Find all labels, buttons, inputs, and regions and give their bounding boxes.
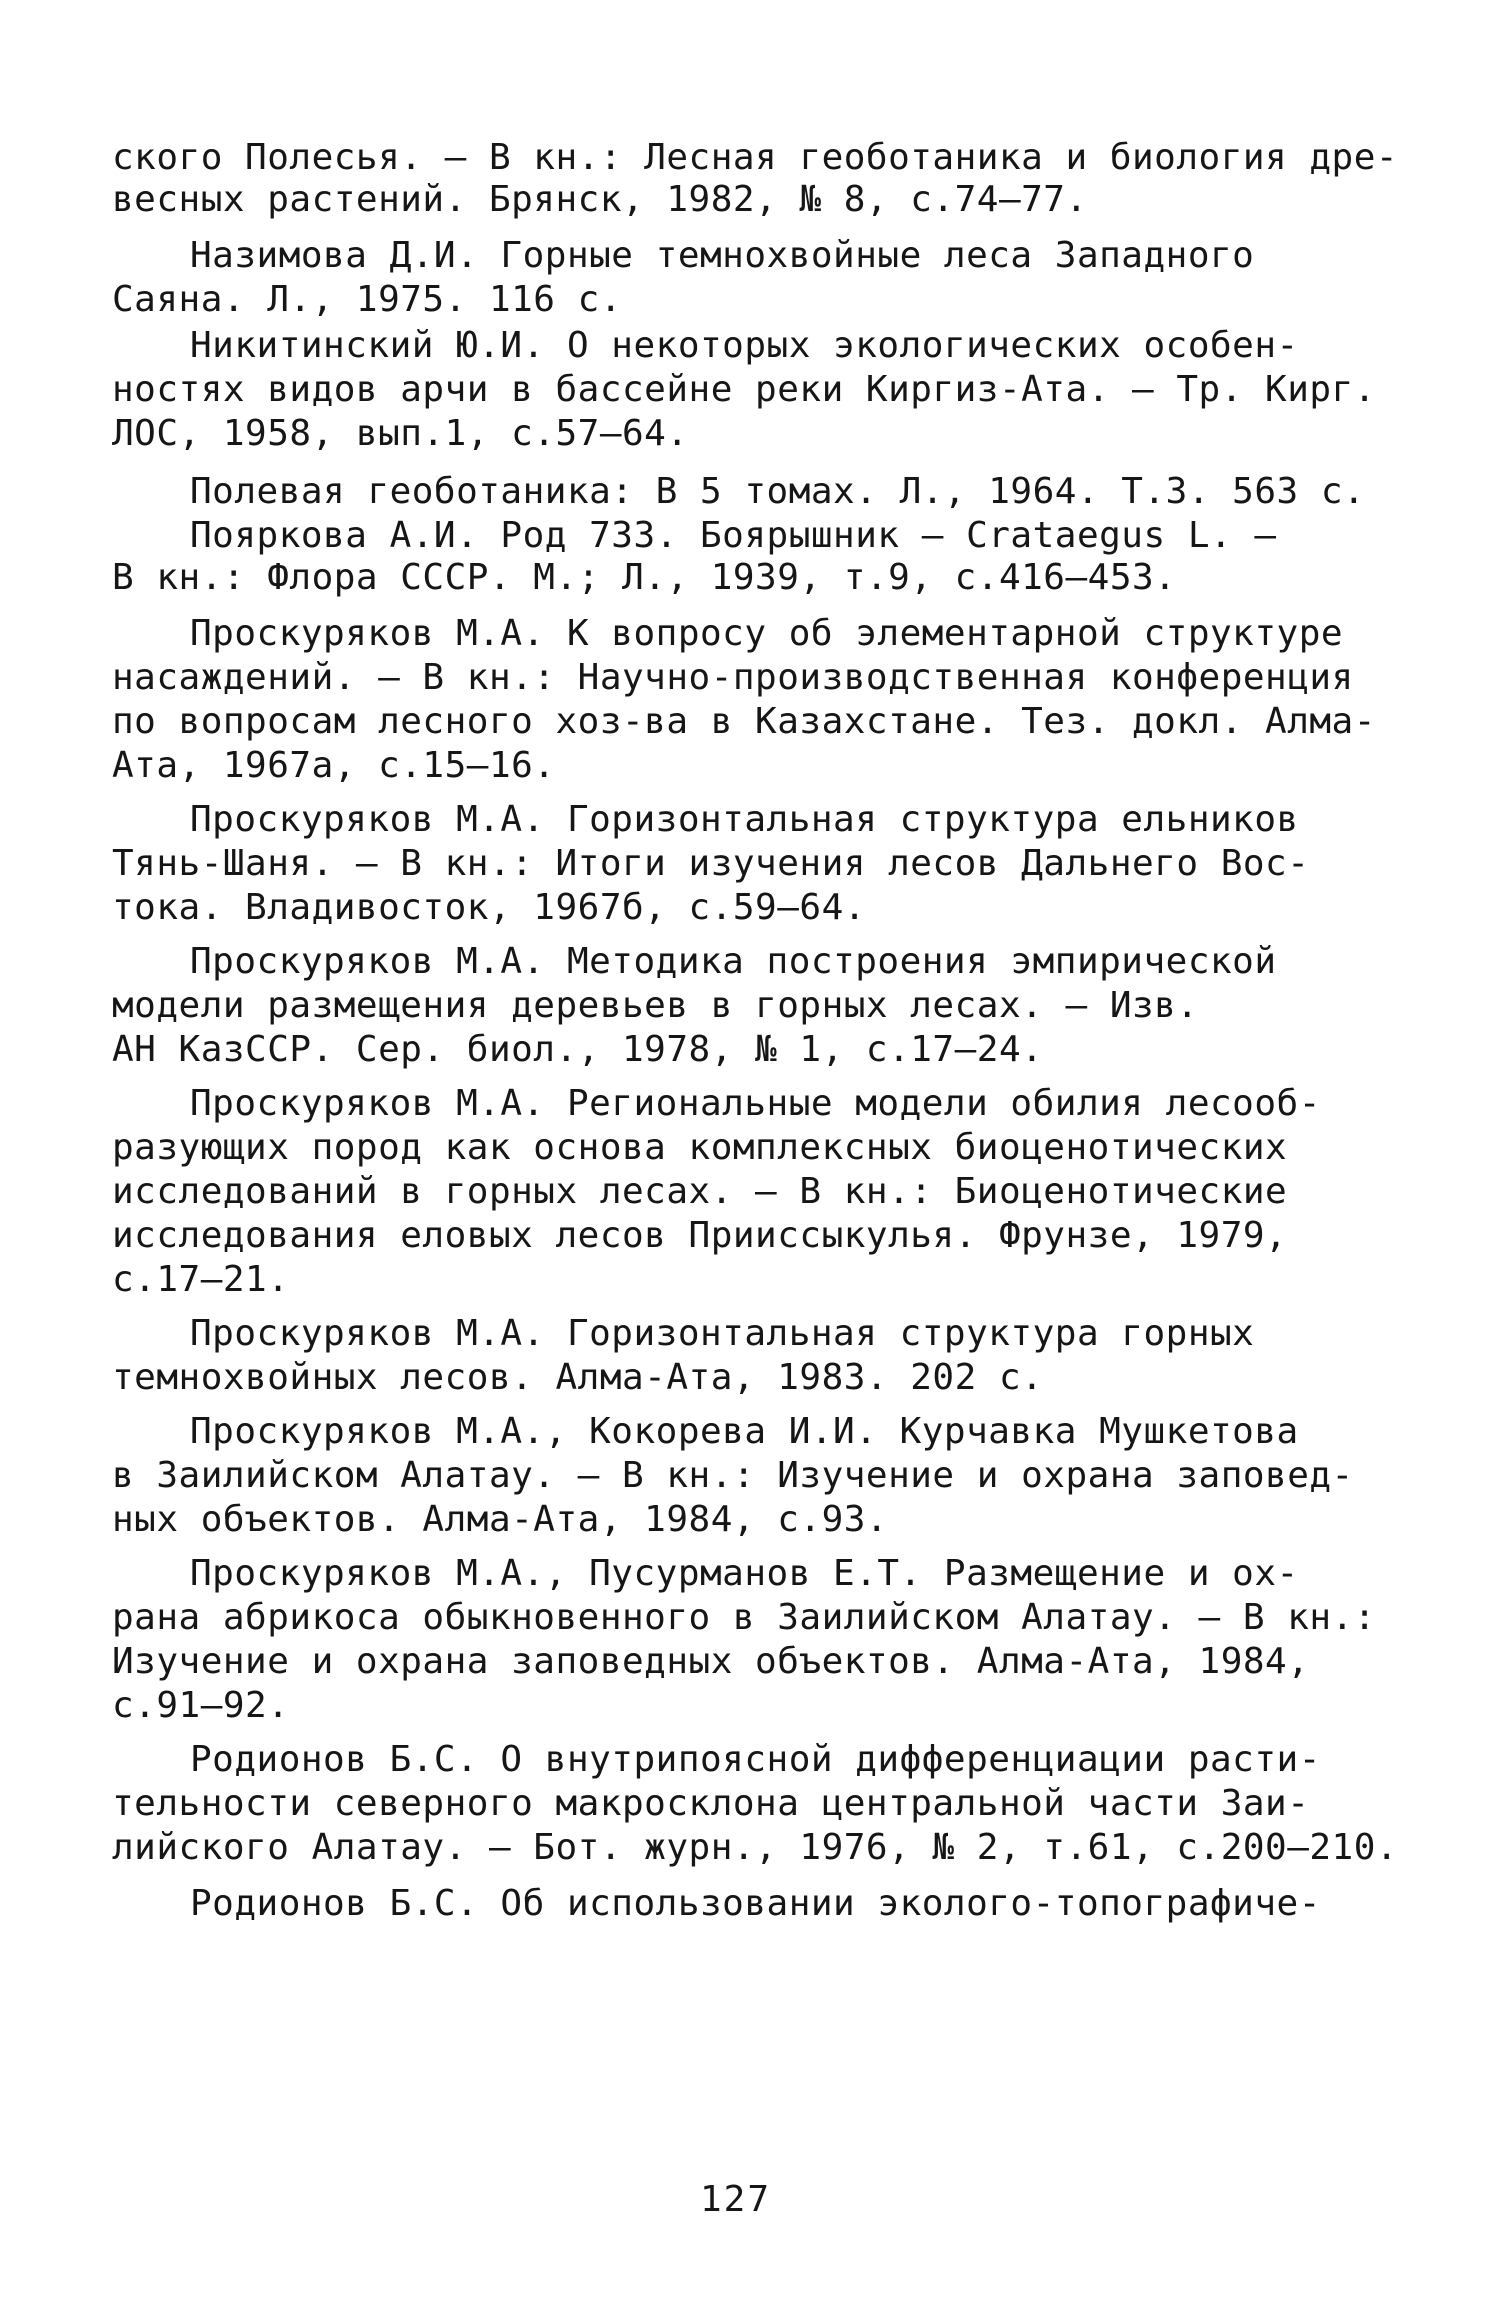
text-line: тельности северного макросклона центральной части Заи-	[112, 1783, 1310, 1824]
text-line: насаждений. – В кн.: Научно-производственная конференция	[112, 657, 1354, 698]
text-line: ского Полесья. – В кн.: Лесная геоботаника и биология дре-	[112, 137, 1399, 178]
text-line: Проскуряков М.А., Пусурманов Е.Т. Размещение и ох-	[190, 1553, 1299, 1594]
text-line: темнохвойных лесов. Алма-Ата, 1983. 202 с.	[112, 1357, 1044, 1398]
text-line: рана абрикоса обыкновенного в Заилийском Алатау. – В кн.:	[112, 1597, 1376, 1638]
text-line: ЛОС, 1958, вып.1, с.57–64.	[112, 413, 689, 454]
text-line: Саяна. Л., 1975. 116 с.	[112, 279, 622, 320]
text-line: Родионов Б.С. О внутрипоясной дифференциации расти-	[190, 1739, 1321, 1780]
text-line: по вопросам лесного хоз-ва в Казахстане. Тез. докл. Алма-	[112, 701, 1376, 742]
text-line: Проскуряков М.А. Горизонтальная структура ельников	[190, 799, 1299, 840]
text-line: в Заилийском Алатау. – В кн.: Изучение и охрана заповед-	[112, 1455, 1354, 1496]
text-line: модели размещения деревьев в горных лесах. – Изв.	[112, 985, 1199, 1026]
text-line: Никитинский Ю.И. О некоторых экологических особен-	[190, 325, 1299, 366]
text-line: Проскуряков М.А. Региональные модели обилия лесооб-	[190, 1083, 1321, 1124]
text-line: лийского Алатау. – Бот. журн., 1976, № 2, т.61, с.200–210.	[112, 1827, 1399, 1868]
text-line: весных растений. Брянск, 1982, № 8, с.74–77.	[112, 179, 1088, 220]
text-line: разующих пород как основа комплексных биоценотических	[112, 1127, 1288, 1168]
text-line: исследований в горных лесах. – В кн.: Биоценотические	[112, 1171, 1288, 1212]
text-line: тока. Владивосток, 1967б, с.59–64.	[112, 887, 866, 928]
text-line: Проскуряков М.А., Кокорева И.И. Курчавка Мушкетова	[190, 1411, 1299, 1452]
text-line: Ата, 1967а, с.15–16.	[112, 745, 556, 786]
text-line: с.91–92.	[112, 1685, 290, 1726]
text-line: ностях видов арчи в бассейне реки Киргиз-Ата. – Тр. Кирг.	[112, 369, 1376, 410]
text-line: Родионов Б.С. Об использовании эколого-топографиче-	[190, 1883, 1321, 1924]
text-line: ных объектов. Алма-Ата, 1984, с.93.	[112, 1499, 889, 1540]
text-line: исследования еловых лесов Прииссыкулья. Фрунзе, 1979,	[112, 1215, 1288, 1256]
text-line: В кн.: Флора СССР. М.; Л., 1939, т.9, с.416–453.	[112, 557, 1177, 598]
text-line: Проскуряков М.А. Горизонтальная структура горных	[190, 1313, 1255, 1354]
text-line: с.17–21.	[112, 1259, 290, 1300]
text-line: Проскуряков М.А. Методика построения эмпирической	[190, 941, 1277, 982]
text-line: Проскуряков М.А. К вопросу об элементарной структуре	[190, 613, 1344, 654]
text-line: Назимова Д.И. Горные темнохвойные леса Западного	[190, 235, 1255, 276]
text-line: АН КазССР. Сер. биол., 1978, № 1, с.17–24.	[112, 1029, 1044, 1070]
text-line: Тянь-Шаня. – В кн.: Итоги изучения лесов Дальнего Вос-	[112, 843, 1310, 884]
text-line: Пояркова А.И. Род 733. Боярышник – Crataegus L. –	[190, 515, 1277, 556]
text-line: Полевая геоботаника: В 5 томах. Л., 1964. Т.3. 563 с.	[190, 471, 1366, 512]
page-number: 127	[700, 2179, 772, 2220]
text-line: Изучение и охрана заповедных объектов. Алма-Ата, 1984,	[112, 1641, 1310, 1682]
